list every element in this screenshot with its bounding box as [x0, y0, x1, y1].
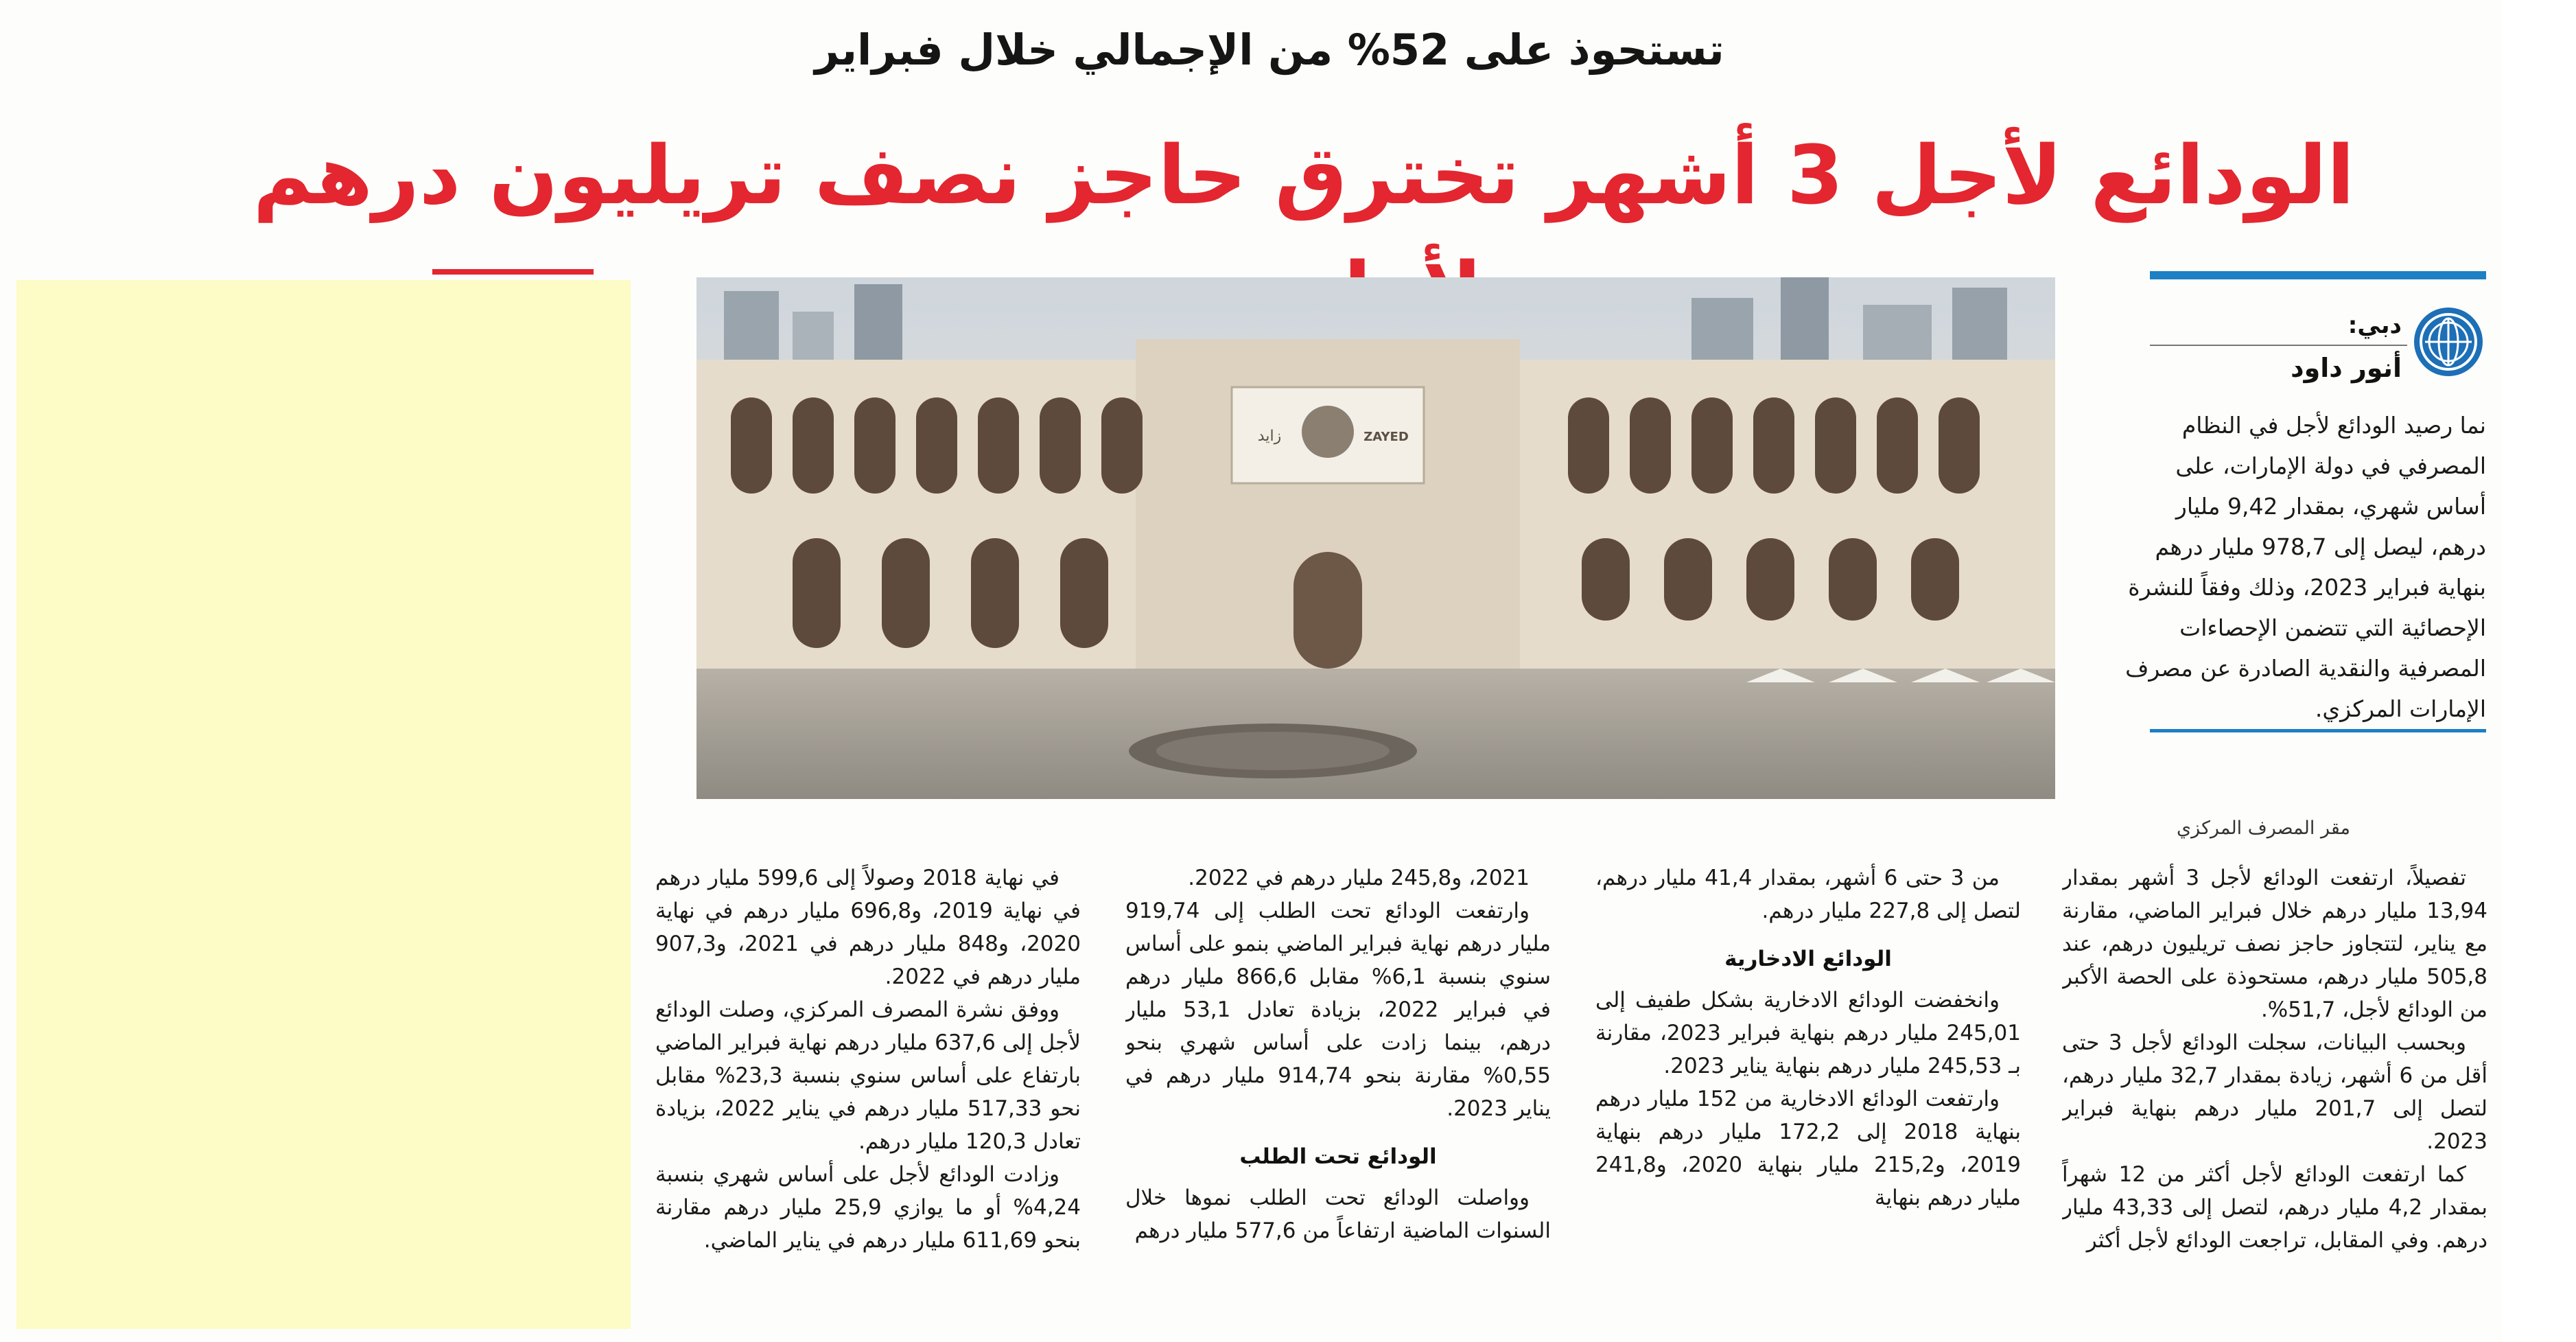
column-4-paragraph-2: ووفق نشرة المصرف المركزي، وصلت الودائع لأجل إلى 637,6 مليار درهم نهاية فبراير الماضي بارتفاع على أساس سنوي بنسبة 23,3% مقابل نحو 517,33 مليار درهم في يناير 2022، بزيادة تعادل 120,3 مليار درهم. [655, 997, 1081, 1154]
page-margin [2502, 0, 2576, 1342]
kicker-headline: تستحوذ على 52% من الإجمالي خلال فبراير [815, 25, 1724, 75]
column-1-paragraph-1: تفصيلاً، ارتفعت الودائع لأجل 3 أشهر بمقدار 13,94 مليار درهم خلال فبراير الماضي، مقارنة مع يناير، لتتجاوز حاجز نصف تريليون درهم، عند 505,8 مليار درهم، مستحوذة على الحصة الأكبر من الودائع لأجل، 51,7%. [2062, 866, 2487, 1022]
column-4-paragraph-1: في نهاية 2018 وصولاً إلى 599,6 مليار درهم في نهاية 2019، و696,8 مليار درهم في نهاية 2020، و848 مليار درهم في 2021، و907,3 مليار درهم في 2022. [655, 866, 1081, 989]
photo-caption: مقر المصرف المركزي [2177, 818, 2350, 839]
author-name: أنور داود [2291, 353, 2402, 383]
column-1-paragraph-2: وبحسب البيانات، سجلت الودائع لأجل 3 حتى أقل من 6 أشهر، زيادة بمقدار 32,7 مليار درهم، لتصل إلى 201,7 مليار درهم بنهاية فبراير 2023. [2062, 1030, 2487, 1154]
column-2-paragraph-2: وانخفضت الودائع الادخارية بشكل طفيف إلى 245,01 مليار درهم بنهاية فبراير 2023، مقارنة بـ 245,53 مليار درهم بنهاية يناير 2023. [1595, 988, 2021, 1078]
column-2-paragraph-3: وارتفعت الودائع الادخارية من 152 مليار درهم بنهاية 2018 إلى 172,2 مليار درهم بنهاية 2019، و215,2 مليار بنهاية 2020، و241,8 مليار درهم بنهاية [1595, 1087, 2021, 1210]
newspaper-logo-icon [2414, 308, 2483, 376]
intro-paragraph [2114, 405, 2486, 731]
subheading-demand-deposits: الودائع تحت الطلب [1239, 1144, 1437, 1169]
main-headline: الودائع لأجل 3 أشهر تخترق حاجز نصف تريليون درهم [253, 128, 2355, 222]
dateline: دبي: [2347, 312, 2402, 339]
article-column-3 [1125, 861, 1551, 1335]
banner-english-text: ZAYED [1363, 430, 1409, 444]
intro-bottom-rule [2150, 729, 2486, 732]
banner-arabic-text: زايد [1257, 428, 1282, 445]
article-column-1 [2062, 861, 2487, 1335]
byline-divider [2150, 345, 2407, 346]
central-bank-photo [696, 277, 2055, 799]
article-column-4 [655, 861, 1081, 1335]
column-2-paragraph-1: من 3 حتى 6 أشهر، بمقدار 41,4 مليار درهم، لتصل إلى 227,8 مليار درهم. [1595, 866, 2021, 923]
subheading-savings-deposits: الودائع الادخارية [1724, 947, 1892, 971]
red-divider [432, 269, 594, 275]
column-1-paragraph-3: كما ارتفعت الودائع لأجل أكثر من 12 شهراً بمقدار 4,2 مليار درهم، لتصل إلى 43,33 مليار درهم. وفي المقابل، تراجعت الودائع لأجل أكثر [2062, 1162, 2487, 1253]
byline-top-rule [2150, 271, 2486, 279]
column-3-paragraph-1: 2021، و245,8 مليار درهم في 2022. [1188, 866, 1530, 890]
column-4-paragraph-3: وزادت الودائع لأجل على أساس شهري بنسبة 4,24% أو ما يوازي 25,9 مليار درهم مقارنة بنحو 611,69 مليار درهم في يناير الماضي. [655, 1162, 1081, 1253]
column-3-paragraph-2: وارتفعت الودائع تحت الطلب إلى 919,74 مليار درهم نهاية فبراير الماضي بنمو على أساس سنوي بنسبة 6,1% مقابل 866,6 مليار درهم في فبراير 2022، بزيادة تعادل 53,1 مليار درهم، بينما زادت على أساس شهري بنحو 0,55% مقارنة بنحو 914,74 مليار درهم في يناير 2023. [1125, 899, 1551, 1121]
column-3-paragraph-3: وواصلت الودائع تحت الطلب نموها خلال السنوات الماضية ارتفاعاً من 577,6 مليار درهم [1125, 1185, 1551, 1243]
intro-text: نما رصيد الودائع لأجل في النظام المصرفي في دولة الإمارات، على أساس شهري، بمقدار 9,42 مليار درهم، ليصل إلى 978,7 مليار درهم بنهاية فبراير 2023، وذلك وفقاً للنشرة الإحصائية التي تتضمن الإحصاءات المصرفية والنقدية الصادرة عن مصرف الإمارات المركزي. [2125, 412, 2486, 722]
article-column-2 [1595, 861, 2021, 1335]
advertisement-block [16, 280, 631, 1329]
